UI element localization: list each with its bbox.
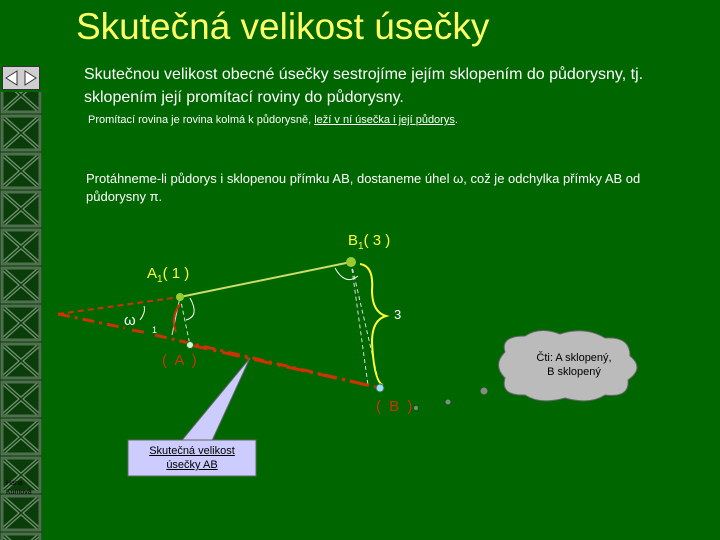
- callout-pointer: [178, 358, 250, 445]
- slide-title: Skutečná velikost úsečky: [76, 6, 490, 47]
- author-credit: Hana Kuntová: [6, 480, 32, 496]
- label-b-folded: ( B ): [376, 398, 415, 415]
- intro-paragraph: Skutečnou velikost obecné úsečky sestrojíme jejím sklopením do půdorysny, tj. sklopením její promítací roviny do půdorysny.: [84, 66, 644, 106]
- segment-a1b1: [180, 262, 351, 297]
- perp-a: [180, 297, 190, 345]
- point-a1: [176, 293, 184, 301]
- callout-text[interactable]: [132, 444, 252, 472]
- folded-line-extension: [58, 297, 180, 314]
- label-a-folded: ( A ): [162, 352, 199, 369]
- label-b1: $B_1$( 3 ): [348, 232, 391, 252]
- point-b1: [346, 257, 356, 267]
- bracket-3: [360, 264, 386, 385]
- point-a-folded: [187, 342, 194, 349]
- label-small-one: 1: [152, 325, 158, 335]
- label-three: 3: [394, 307, 402, 322]
- bubble-line-1: Čti: A sklopený,: [536, 352, 612, 364]
- definition-prefix: Promítací rovina je rovina kolmá k půdorysně,: [88, 114, 315, 126]
- callout-line-1: Skutečná velikost: [149, 445, 235, 457]
- definition-suffix: .: [454, 114, 458, 126]
- label-omega: ω: [124, 312, 136, 329]
- bubble-text: [524, 351, 624, 379]
- bracket-1: [174, 304, 180, 332]
- callout-line-2: úsečky AB: [166, 459, 218, 471]
- point-b-folded: [376, 384, 384, 392]
- label-a1: $A_1$( 1 ): [147, 265, 190, 285]
- angle-paragraph: Protáhneme-li půdorys i sklopenou přímku AB, dostaneme úhel ω, což je odchylka přímky AB od půdorysny π.: [86, 171, 641, 204]
- bubble-line-2: B sklopený: [547, 366, 601, 378]
- definition-underlined: leží v ní úsečka i její půdorys: [314, 114, 455, 126]
